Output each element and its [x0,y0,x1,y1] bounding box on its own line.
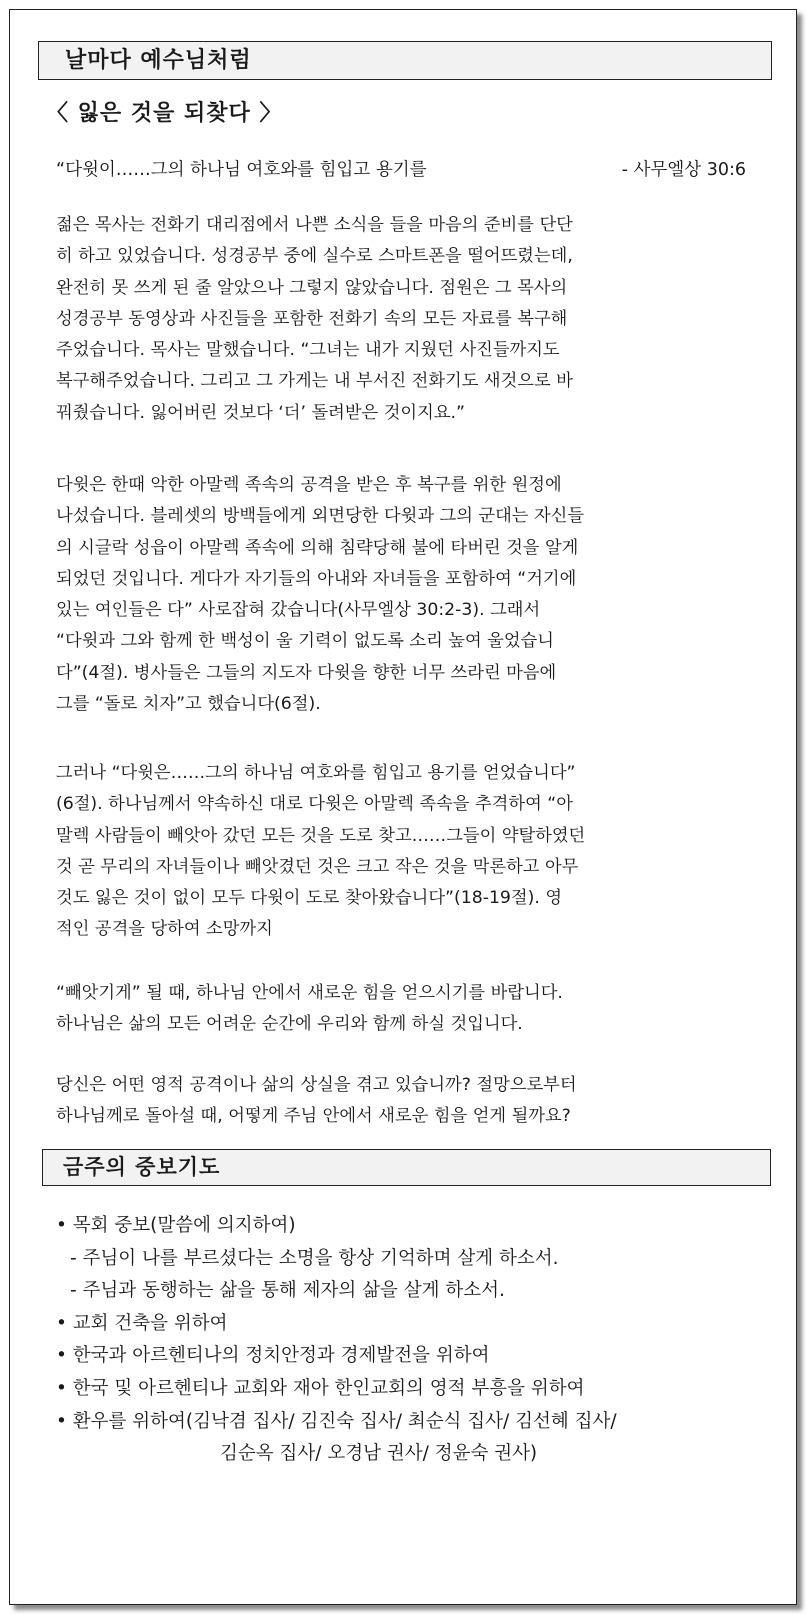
text-line: 하나님께로 돌아설 때, 어떻게 주님 안에서 새로운 힘을 얻게 될까요? [56,1106,571,1127]
paragraph-3 [56,758,760,946]
prayer-item: • 환우를 위하여(김낙겸 집사/ 김진숙 집사/ 최순식 집사/ 김선혜 집사/ [56,1410,617,1432]
verse-text: “다윗이……그의 하나님 여호와를 힘입고 용기를 [56,160,427,180]
text-line: 그를 “돌로 치자”고 했습니다(6절). [56,694,321,715]
text-line: 나섰습니다. 블레셋의 방백들에게 외면당한 다윗과 그의 군대는 자신들 [56,506,585,527]
prayer-subitem: - 주님과 동행하는 삶을 통해 제자의 삶을 살게 하소서. [70,1280,505,1302]
devotion-title: 〈 잃은 것을 되찾다 〉 [46,101,283,126]
text-line: 완전히 못 쓰게 된 줄 알았으나 그렇지 않았습니다. 점원은 그 목사의 [56,277,568,298]
paragraph-5 [56,1070,760,1133]
text-line: 성경공부 동영상과 사진들을 포함한 전화기 속의 모든 자료를 복구해 [56,308,568,329]
section-header [38,41,772,80]
section-title: 날마다 예수님처럼 [65,48,252,73]
text-line: 적인 공격을 당하여 소망까지 [56,919,273,940]
text-line: 의 시글락 성읍이 아말렉 족속에 의해 침략당해 불에 타버린 것을 알게 [56,537,579,558]
prayer-list [56,1210,776,1471]
text-line: 꿔줬습니다. 잃어버린 것보다 ‘더’ 돌려받은 것이지요.” [56,402,465,423]
text-line: 것도 잃은 것이 없이 모두 다윗이 도로 찾아왔습니다”(18-19절). 영 [56,888,563,909]
bulletin-page [9,9,797,1605]
prayer-item: • 한국 및 아르헨티나 교회와 재아 한인교회의 영적 부흥을 위하여 [56,1377,585,1399]
scripture-verse [56,156,746,181]
paragraph-1 [56,210,760,429]
text-line: 당신은 어떤 영적 공격이나 삶의 상실을 겪고 있습니까? 절망으로부터 [56,1075,577,1095]
text-line: 젊은 목사는 전화기 대리점에서 나쁜 소식을 들을 마음의 준비를 단단 [56,215,573,235]
text-line: 그러나 “다윗은……그의 하나님 여호와를 힘입고 용기를 얻었습니다” [56,763,576,783]
paragraph-2 [56,470,760,720]
text-line: 복구해주었습니다. 그리고 그 가게는 내 부서진 전화기도 새것으로 바 [56,371,573,392]
text-line: 히 하고 있었습니다. 성경공부 중에 실수로 스마트폰을 떨어뜨렸는데, [56,246,573,267]
prayer-item: • 한국과 아르헨티나의 정치안정과 경제발전을 위하여 [56,1345,490,1367]
prayer-section-title: 금주의 중보기도 [63,1155,221,1179]
text-line: “다윗과 그와 함께 한 백성이 울 기력이 없도록 소리 높여 울었습니 [56,631,554,652]
text-line: 있는 여인들은 다” 사로잡혀 갔습니다(사무엘상 30:2-3). 그래서 [56,600,541,621]
prayer-subitem: - 주님이 나를 부르셨다는 소명을 항상 기억하며 살게 하소서. [70,1247,559,1269]
verse-reference: - 사무엘상 30:6 [621,160,746,180]
prayer-item: • 목회 중보(말씀에 의지하여) [56,1215,296,1236]
text-line: 말렉 사람들이 빼앗아 갔던 모든 것을 도로 찾고……그들이 약탈하였던 [56,825,586,846]
text-line: 하나님은 삶의 모든 어려운 순간에 우리와 함께 하실 것입니다. [56,1014,523,1035]
prayer-section-header [42,1149,771,1186]
text-line: 다”(4절). 병사들은 그들의 지도자 다윗을 향한 너무 쓰라린 마음에 [56,662,557,683]
paragraph-4 [56,978,760,1041]
text-line: 되었던 것입니다. 게다가 자기들의 아내와 자녀들을 포함하여 “거기에 [56,568,577,589]
text-line: 다윗은 한때 악한 아말렉 족속의 공격을 받은 후 복구를 위한 원정에 [56,475,562,495]
prayer-item: • 교회 건축을 위하여 [56,1312,228,1334]
text-line: 것 곧 무리의 자녀들이나 빼앗겼던 것은 크고 작은 것을 막론하고 아무 [56,856,579,877]
text-line: 주었습니다. 목사는 말했습니다. “그녀는 내가 지웠던 사진들까지도 [56,340,560,361]
prayer-item-continuation: 김순옥 집사/ 오경남 권사/ 정윤숙 권사) [220,1443,538,1465]
text-line: “빼앗기게” 될 때, 하나님 안에서 새로운 힘을 얻으시기를 바랍니다. [56,983,563,1003]
text-line: (6절). 하나님께서 약속하신 대로 다윗은 아말렉 족속을 추격하여 “아 [56,794,573,815]
